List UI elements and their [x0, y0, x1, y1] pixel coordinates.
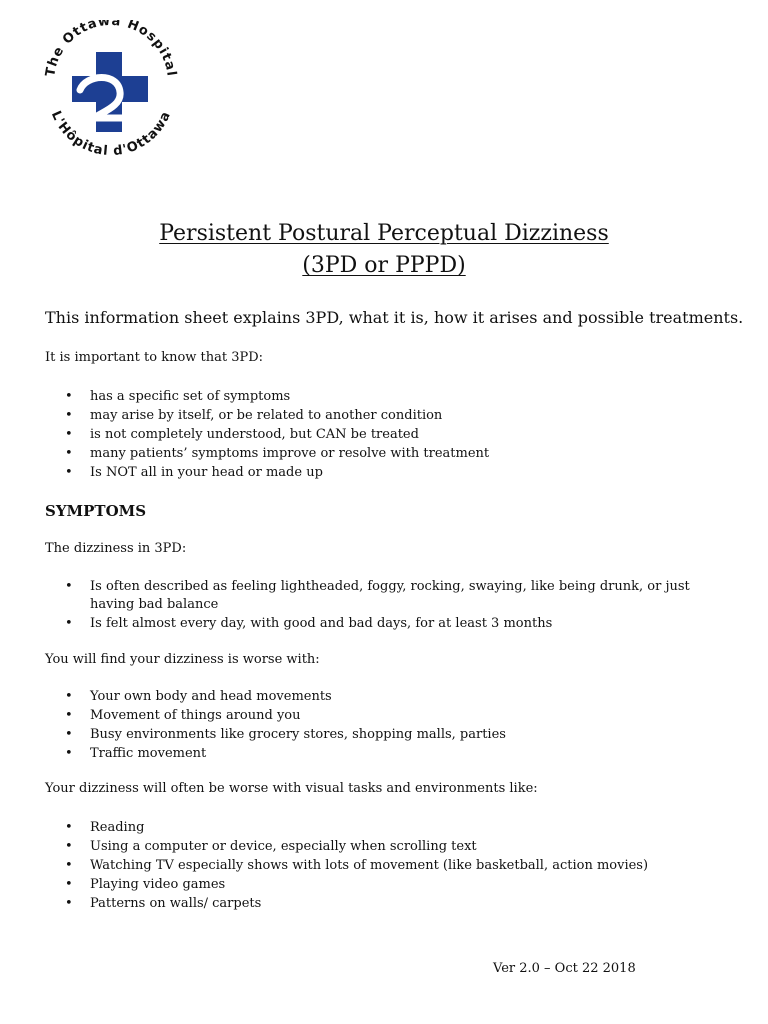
important-list	[45, 388, 725, 483]
list-item: • has a specific set of symptoms	[45, 388, 725, 406]
visual-list	[45, 819, 725, 914]
logo-text-fr: L'Hôpital d'Ottawa	[47, 108, 175, 160]
list-item: • Your own body and head movements	[45, 688, 725, 706]
important-lead: It is important to know that 3PD:	[45, 350, 264, 365]
list-item: • Patterns on walls/ carpets	[45, 895, 725, 913]
list-item: • Using a computer or device, especially when scrolling text	[45, 838, 725, 856]
list-item: • Is NOT all in your head or made up	[45, 464, 725, 482]
dizziness-list	[45, 578, 725, 634]
worse-list	[45, 688, 725, 764]
hospital-logo-graphic	[36, 20, 186, 170]
page-title-line1: Persistent Postural Perceptual Dizziness	[159, 221, 609, 246]
visual-lead: Your dizziness will often be worse with visual tasks and environments like:	[45, 781, 538, 796]
dizziness-lead: The dizziness in 3PD:	[45, 541, 187, 556]
list-item: • Movement of things around you	[45, 707, 725, 725]
page-title-line2: (3PD or PPPD)	[302, 253, 466, 278]
list-item: • is not completely understood, but CAN be treated	[45, 426, 725, 444]
cross-icon	[72, 52, 148, 132]
section-heading-symptoms: SYMPTOMS	[45, 502, 147, 520]
list-item: • Busy environments like grocery stores, shopping malls, parties	[45, 726, 725, 744]
intro-text: This information sheet explains 3PD, what it is, how it arises and possible treatments.	[45, 308, 744, 327]
list-item: • Traffic movement	[45, 745, 725, 763]
list-item: • Is often described as feeling lightheaded, foggy, rocking, swaying, like being drunk, or just having bad balance	[45, 578, 725, 614]
list-item: • Is felt almost every day, with good and bad days, for at least 3 months	[45, 615, 725, 633]
list-item: • may arise by itself, or be related to another condition	[45, 407, 725, 425]
hospital-logo	[36, 20, 186, 170]
version-footer: Ver 2.0 – Oct 22 2018	[493, 961, 636, 976]
list-item: • many patients’ symptoms improve or resolve with treatment	[45, 445, 725, 463]
list-item: • Playing video games	[45, 876, 725, 894]
list-item: • Reading	[45, 819, 725, 837]
list-item: • Watching TV especially shows with lots of movement (like basketball, action movies)	[45, 857, 725, 875]
logo-text-en: The Ottawa Hospital	[43, 20, 179, 78]
worse-lead: You will find your dizziness is worse with:	[45, 652, 320, 667]
